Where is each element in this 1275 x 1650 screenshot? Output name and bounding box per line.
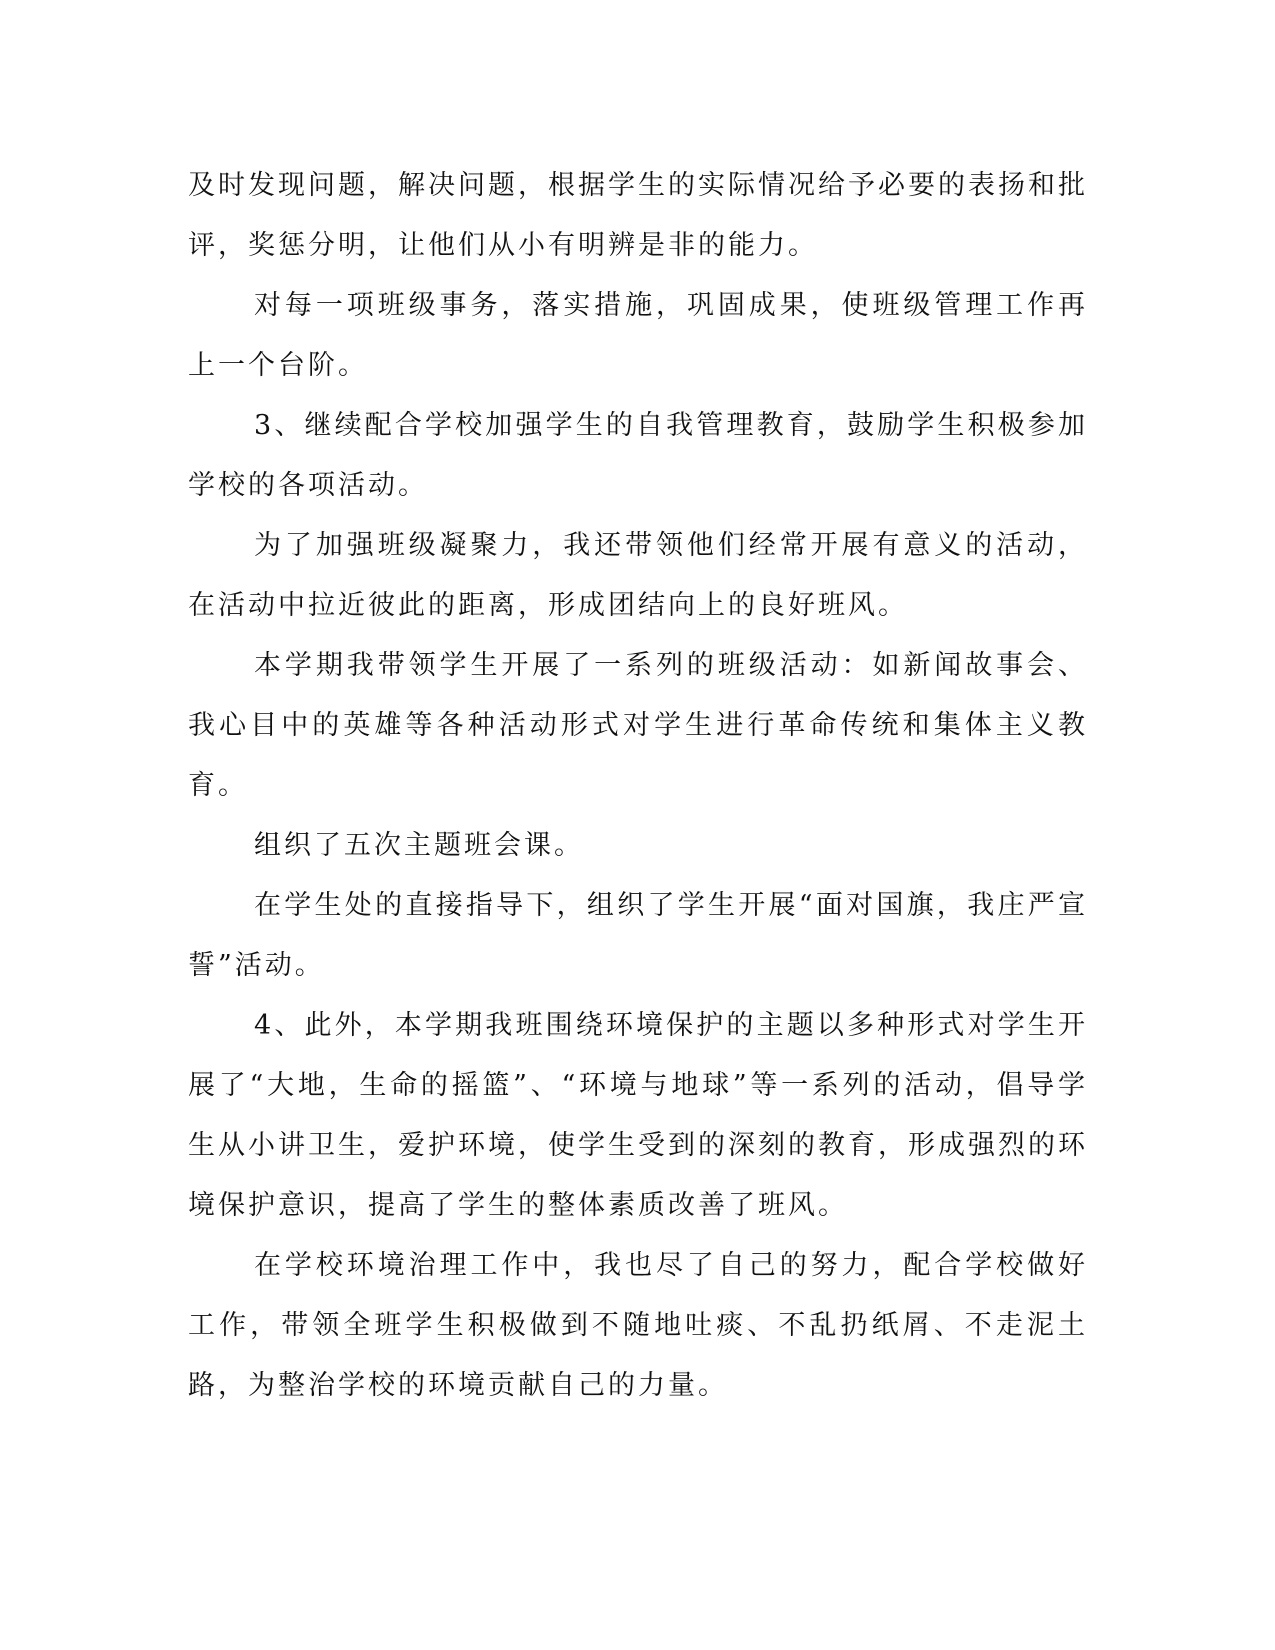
paragraph-7: 在学生处的直接指导下，组织了学生开展“面对国旗，我庄严宣誓”活动。 [188,890,1088,981]
paragraph-2: 对每一项班级事务，落实措施，巩固成果，使班级管理工作再上一个台阶。 [188,290,1088,381]
paragraph-4: 为了加强班级凝聚力，我还带领他们经常开展有意义的活动，在活动中拉近彼此的距离，形成团结向上的良好班风。 [188,530,1088,621]
paragraph-3: 3、继续配合学校加强学生的自我管理教育，鼓励学生积极参加学校的各项活动。 [188,410,1088,501]
paragraph-9: 在学校环境治理工作中，我也尽了自己的努力，配合学校做好工作，带领全班学生积极做到不随地吐痰、不乱扔纸屑、不走泥土路，为整治学校的环境贡献自己的力量。 [188,1250,1088,1401]
paragraph-5: 本学期我带领学生开展了一系列的班级活动：如新闻故事会、我心目中的英雄等各种活动形式对学生进行革命传统和集体主义教育。 [188,650,1088,801]
paragraph-8: 4、此外，本学期我班围绕环境保护的主题以多种形式对学生开展了“大地，生命的摇篮”、“环境与地球”等一系列的活动，倡导学生从小讲卫生，爱护环境，使学生受到的深刻的教育，形成强烈的环境保护意识，提高了学生的整体素质改善了班风。 [188,1010,1088,1221]
paragraph-1: 及时发现问题，解决问题，根据学生的实际情况给予必要的表扬和批评，奖惩分明，让他们从小有明辨是非的能力。 [188,170,1088,261]
paragraph-6: 组织了五次主题班会课。 [254,830,584,861]
document-body [188,156,1088,1416]
